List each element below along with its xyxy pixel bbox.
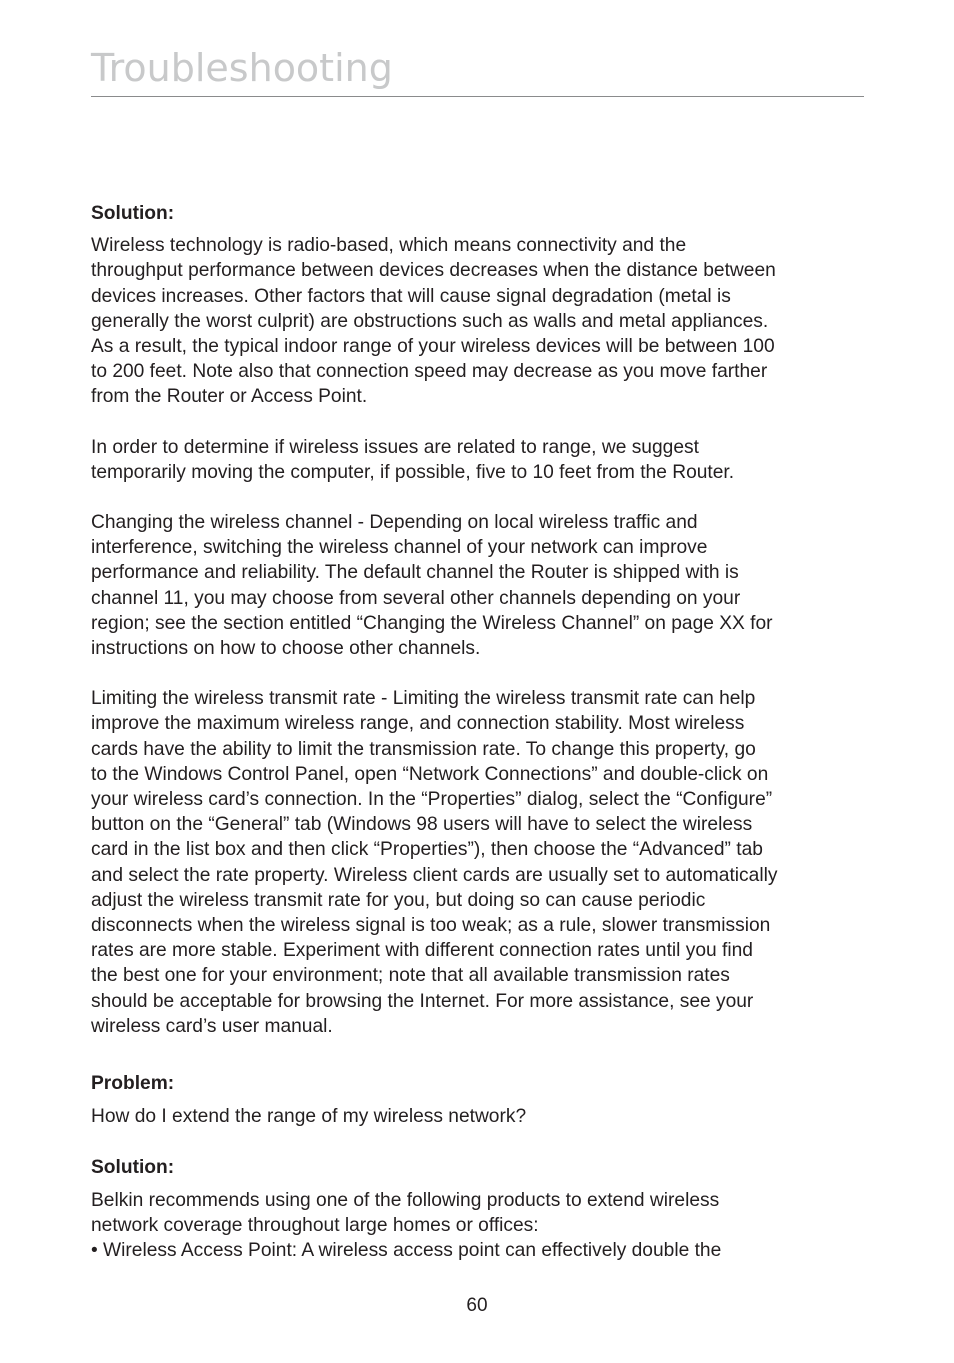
solution-paragraph-range: Wireless technology is radio-based, which means connectivity and the throughput performance between devices decreases when the distance between devices increases. Other factors that will cause signal degradation (metal is generally the worst culprit) are obstructions such as walls and metal appliances. As a result, the typical indoor range of your wireless devices will be between 100 to 200 feet. Note also that connection speed may decrease as you move farther from the Router or Access Point. — [91, 235, 776, 408]
solution-paragraph-distance: In order to determine if wireless issues are related to range, we suggest temporarily moving the computer, if possible, five to 10 feet from the Router. — [91, 436, 735, 483]
problem-label: Problem: — [91, 1073, 175, 1095]
solution-paragraph-channel: Changing the wireless channel - Depending on local wireless traffic and interference, switching the wireless channel of your network can improve performance and reliability. The default channel the Router is shipped with is channel 11, you may choose from several other channels depending on your region; see the section entitled “Changing the Wireless Channel” on page XX for instructions on how to choose other channels. — [91, 512, 773, 660]
solution-paragraph-transmit-rate: Limiting the wireless transmit rate - Limiting the wireless transmit rate can help improve the maximum wireless range, and connection stability. Most wireless cards have the ability to limit the transmission rate. To change this property, go to the Windows Control Panel, open “Network Connections” and double-click on your wireless card’s connection. In the “Properties” dialog, select the “Configure” button on the “General” tab (Windows 98 users will have to select the wireless card in the list box and then click “Properties”), then choose the “Advanced” tab and select the rate property. Wireless client cards are usually set to automatically adjust the wireless transmit rate for you, but doing so can cause periodic disconnects when the wireless signal is too weak; as a rule, slower transmission rates are more stable. Experiment with different connection rates until you find the best one for your environment; note that all available transmission rates should be acceptable for browsing the Internet. For more assistance, see your wireless card’s user manual. — [91, 688, 778, 1037]
page-title: Troubleshooting — [91, 46, 393, 90]
solution-2-text: Belkin recommends using one of the following products to extend wireless network coverage throughout large homes or offices: — [91, 1189, 720, 1236]
problem-text: How do I extend the range of my wireless network? — [91, 1106, 527, 1128]
page-content — [91, 201, 881, 1263]
header-divider — [91, 96, 864, 97]
solution-label-2: Solution: — [91, 1156, 175, 1178]
solution-label: Solution: — [91, 203, 175, 224]
page-number: 60 — [466, 1295, 488, 1316]
bullet-wireless-access-point: • Wireless Access Point: A wireless access point can effectively double the — [91, 1240, 722, 1262]
